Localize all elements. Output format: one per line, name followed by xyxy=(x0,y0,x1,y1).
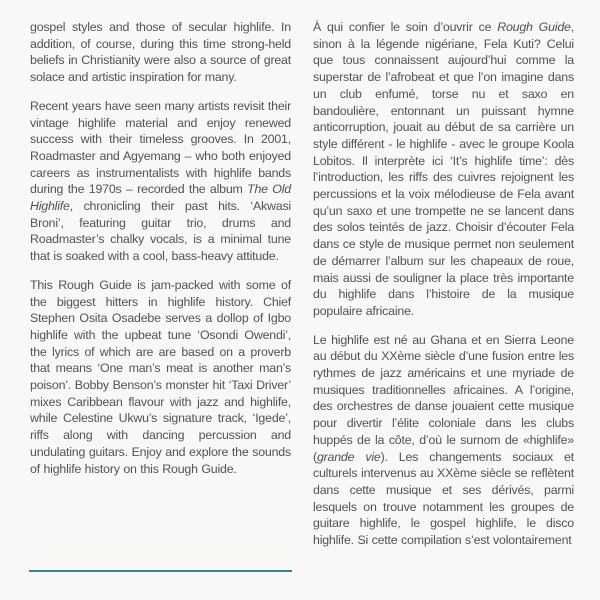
text-segment: This Rough Guide is jam-packed with some of the biggest hitters in highlife history. Chief Stephen Osita Osadebe serves a dollop of Igbo highlife with the upbeat tune ‘Osondi Owendi’, the lyrics of which are are based on a proverb that means ‘One man’s meat is another man’s poison’. Bobby Benson’s monster hit ‘Taxi Driver’ mixes Caribbean flavour with jazz and highlife, while Celestine Ukwu’s signature track, ‘Igede’, riffs along with dancing percussion and undulating guitars. Enjoy and explore the sounds of highlife history on this Rough Guide. xyxy=(30,277,291,476)
paragraph xyxy=(313,19,574,320)
divider-line xyxy=(29,570,292,572)
italic-text-segment: The Old Highlife xyxy=(30,182,291,214)
italic-text-segment: Rough Guide xyxy=(497,20,571,34)
text-segment: ). Les changements sociaux et culturels intervenus au XXème siècle se reflètent dans cette musique et ses dérivés, parmi lesquels on trouve notamment les groupes de guitare highlife, le gospel highlife, le disco highlife. Si cette compilation s’est volontairement xyxy=(313,449,574,548)
paragraph xyxy=(30,277,291,477)
left-text-column xyxy=(30,19,291,477)
text-segment: Recent years have seen many artists revisit their vintage highlife material and enjoy renewed success with their timeless grooves. In 2001, Roadmaster and Agyemang – who both enjoyed careers as instrumentalists with highlife bands during the 1970s – recorded the album xyxy=(30,98,291,197)
paragraph xyxy=(30,19,291,86)
text-segment: Le highlife est né au Ghana et en Sierra Leone au début du XXème siècle d’une fusion entre les rythmes de jazz américains et une myriade de musiques traditionnelles africaines. A l’origine, des orchestres de danse jouaient cette musique pour divertir l’élite coloniale dans les clubs huppés de la côte, d’où le surnom de «highlife» ( xyxy=(313,332,574,464)
paragraph xyxy=(30,98,291,265)
text-segment: À qui confier le soin d’ouvrir ce xyxy=(313,20,498,34)
right-text-column xyxy=(313,19,574,549)
text-segment: , sinon à la légende nigériane, Fela Kuti? Celui que tous connaissent aujourd’hui comme la superstar de l’afrobeat et que l’on imagine dans un club enfumé, torse nu et saxo en bandoulière, entonnant un puissant hymne anticorruption, jouait au début de sa carrière un style différent - le highlife - avec le groupe Koola Lobitos. Il interprète ici ‘It’s highlife time’: dès l’introduction, les riffs des cuivres rejoignent les percussions et la voix mélodieuse de Fela avant qu’un saxo et une trompette ne se lancent dans des solos teintés de jazz. Choisir d’écouter Fela dans ce style de musique permet non seulement de démarrer l’album sur les chapeaux de roue, mais aussi de souligner la place très importante du highlife dans l’histoire de la musique populaire africaine. xyxy=(313,20,574,318)
text-segment: , chronicling their past hits. ‘Akwasi Broni’, featuring guitar trio, drums and Roadmaster’s chalky vocals, is a minimal tune that is soaked with a cool, bass-heavy attitude. xyxy=(30,199,291,264)
paragraph xyxy=(313,332,574,549)
italic-text-segment: grande vie xyxy=(316,449,381,464)
text-segment: gospel styles and those of secular highlife. In addition, of course, during this time strong-held beliefs in Christianity were also a source of great solace and artistic inspiration for many. xyxy=(30,20,291,85)
